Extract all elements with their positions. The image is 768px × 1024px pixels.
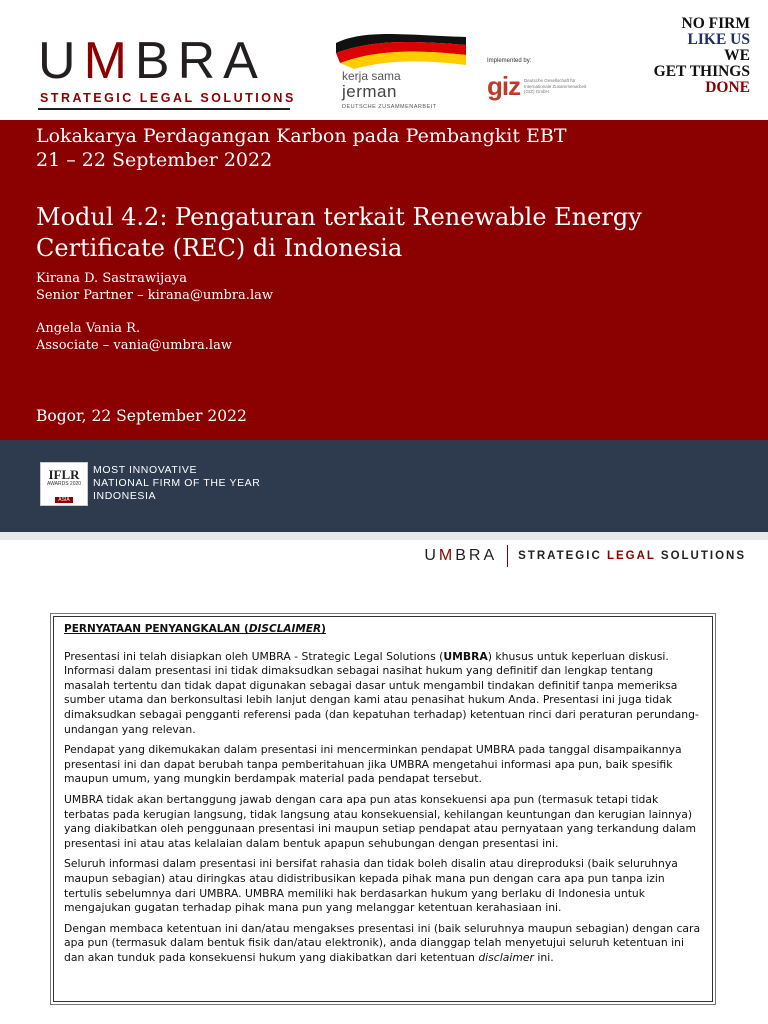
giz-logo: giz — [487, 71, 521, 101]
disclaimer-paragraph: Presentasi ini telah disiapkan oleh UMBRA - Strategic Legal Solutions (UMBRA) khusus untuk keperluan diskusi. Informasi dalam presentasi ini tidak dimaksudkan sebagai nasihat hukum yang definitif dan lengkap tentang masalah tertentu dan tidak dapat digunakan sebagai dasar untuk mengambil tindakan definitif tanpa memeriksa sumber utama dan berkonsultasi lebih lanjut dengan kami atau penasihat hukum Anda. Presentasi ini juga tidak dimaksudkan sebagai pengganti referensi pada (dan kepatuhan terhadap) ketentuan rinci dari peraturan perundang-undangan yang relevan. — [64, 649, 699, 736]
umbra-underline — [38, 108, 290, 110]
iflr-badge-subtitle: AWARDS 2020 — [46, 481, 82, 487]
disclaimer-box — [53, 616, 713, 1002]
slogan-line: WE — [724, 47, 750, 64]
location-date: Bogor, 22 September 2022 — [36, 407, 247, 425]
slogan-line: LIKE US — [687, 31, 750, 48]
presenter-name: Kirana D. Sastrawijaya — [36, 271, 187, 286]
umbra-logo — [38, 30, 296, 110]
disclaimer-paragraph: Dengan membaca ketentuan ini dan/atau mengakses presentasi ini (baik seluruhnya maupun sebagian) dengan cara apa pun (termasuk dalam bentuk fisik dan/atau elektronik), anda dianggap telah menyetujui seluruh ketentuan ini dan akan tunduk pada konsekuensi hukum yang diakibatkan dari ketentuan disclaimer ini. — [64, 921, 701, 964]
slogan — [654, 16, 750, 96]
presenter-name: Angela Vania R. — [36, 321, 141, 336]
kerja-sama-jerman-logo — [334, 33, 468, 119]
header-bar — [0, 0, 768, 120]
deutsche-zusammenarbeit-text: DEUTSCHE ZUSAMMENARBEIT — [342, 104, 437, 110]
implemented-by-label: Implemented by: — [487, 58, 532, 64]
module-title: Modul 4.2: Pengaturan terkait Renewable Energy Certificate (REC) di Indonesia — [36, 203, 642, 262]
german-flag-swoosh-icon — [334, 33, 468, 69]
disclaimer-paragraph: Pendapat yang dikemukakan dalam presentasi ini mencerminkan pendapat UMBRA pada tanggal disampaikannya presentasi ini dan dapat berubah tanpa pemberitahuan jika UMBRA mengetahui informasi apa pun, baik spesifik maupun umum, yang mungkin berdampak material pada pendapat tersebut. — [64, 743, 682, 786]
iflr-badge-title: IFLR — [48, 467, 80, 482]
slide-separator — [0, 532, 768, 540]
umbra-wordmark-small: UMBRA — [424, 547, 498, 564]
award-line: NATIONAL FIRM OF THE YEAR — [93, 477, 261, 489]
title-band — [0, 120, 768, 440]
umbra-wordmark: UMBRA — [38, 32, 266, 90]
award-band — [0, 440, 768, 532]
award-text — [93, 464, 260, 503]
presenter-role: Associate – vania@umbra.law — [36, 338, 232, 353]
umbra-tagline: STRATEGIC LEGAL SOLUTIONS — [40, 91, 296, 105]
event-dates: 21 – 22 September 2022 — [36, 149, 273, 171]
header-divider — [507, 545, 508, 567]
slogan-line: DONE — [705, 79, 750, 96]
umbra-tagline-small: STRATEGIC LEGAL SOLUTIONS — [518, 550, 746, 562]
disclaimer-slide — [0, 540, 768, 1024]
slogan-line: NO FIRM — [681, 15, 750, 32]
disclaimer-paragraph: Seluruh informasi dalam presentasi ini bersifat rahasia dan tidak boleh disalin atau direproduksi (baik seluruhnya maupun sebagian) atau diringkas atau didistribusikan kepada pihak mana pun dengan cara apa pun tanpa izin tertulis sebelumnya dari UMBRA. UMBRA memiliki hak berdasarkan hukum yang berlaku di Indonesia untuk mengajukan gugatan terhadap pihak mana pun yang melanggar ketentuan kerahasiaan ini. — [64, 857, 678, 915]
presenter-role: Senior Partner – kirana@umbra.law — [36, 288, 273, 303]
award-line: MOST INNOVATIVE — [93, 464, 198, 476]
giz-logo-block — [487, 58, 597, 108]
event-title: Lokakarya Perdagangan Karbon pada Pembangkit EBT — [36, 125, 567, 147]
disclaimer-title: PERNYATAAN PENYANGKALAN (DISCLAIMER) — [64, 623, 326, 635]
disclaimer-paragraph: UMBRA tidak akan bertanggung jawab dengan cara apa pun atas konsekuensi apa pun (termasuk tetapi tidak terbatas pada kerugian langsung, tidak langsung atau konsekuensial, kehilangan keuntungan dan kerugian lainnya) yang diakibatkan oleh penggunaan presentasi ini maupun setiap pendapat atau pernyataan yang terkandung dalam presentasi ini atau atas kelalaian dalam bentuk apapun sehubungan dengan presentasi ini. — [64, 792, 697, 850]
jerman-text: jerman — [342, 82, 397, 101]
iflr-award-badge — [40, 462, 88, 506]
iflr-badge-region: ASIA — [55, 497, 72, 503]
slide-header-logo — [424, 542, 746, 570]
slogan-line: GET THINGS — [653, 63, 750, 80]
kerja-sama-text: kerja sama — [342, 69, 401, 83]
giz-full-name: Deutsche Gesellschaft für Internationale Zusammenarbeit (GIZ) GmbH — [524, 78, 587, 94]
award-line: INDONESIA — [93, 490, 157, 502]
